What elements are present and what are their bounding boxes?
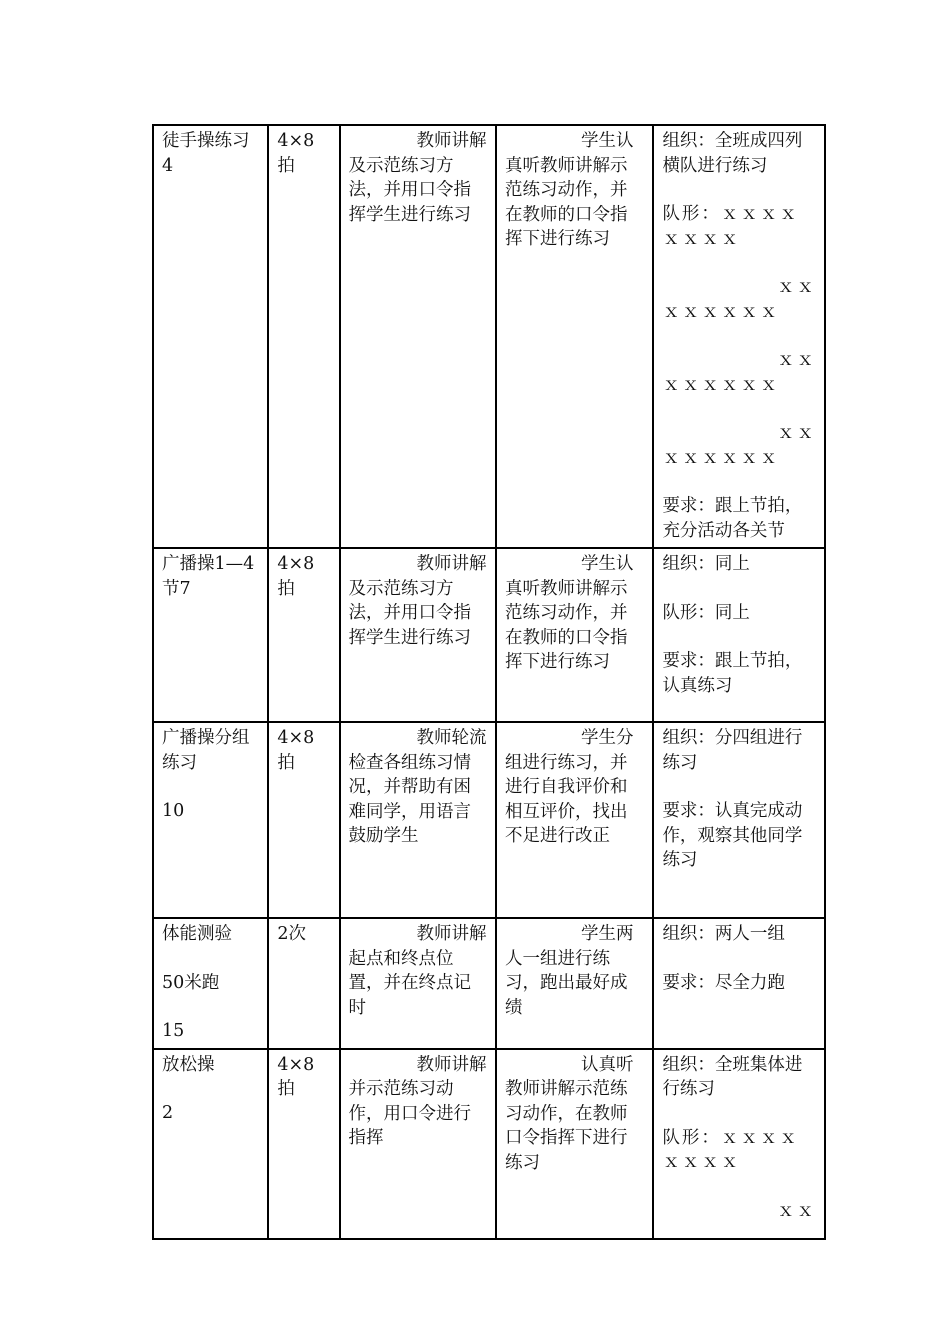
activity-cell: [153, 1049, 268, 1239]
time-cell: [268, 125, 339, 548]
teacher-activity: 教师轮流检查各组练习情况，并帮助有困难同学，用语言鼓励学生: [348, 728, 487, 846]
student-cell: [496, 125, 653, 548]
teacher-activity: 教师讲解及示范练习方法，并用口令指挥学生进行练习: [348, 131, 487, 225]
student-activity: 认真听教师讲解示范练习动作，在教师口令指挥下进行练习: [504, 1054, 634, 1173]
activity-minutes: 10: [162, 801, 185, 821]
requirement-text: 要求：跟上节拍，充分活动各关节: [662, 496, 803, 541]
teacher-cell: [340, 125, 496, 548]
lesson-plan-table: [152, 124, 826, 1240]
organization-text: 组织：全班集体进行练习: [662, 1054, 803, 1099]
time-value: 4×8拍: [277, 728, 315, 773]
formation-row: ｘｘ: [777, 423, 816, 443]
table-row: [153, 1049, 825, 1239]
student-activity: 学生分组进行练习，并进行自我评价和相互评价，找出不足进行改正: [504, 728, 634, 846]
formation-row: ｘｘ: [777, 1200, 816, 1221]
organization-cell: [653, 548, 825, 722]
time-cell: [268, 918, 339, 1049]
teacher-activity: 教师讲解及示范练习方法，并用口令指挥学生进行练习: [348, 554, 487, 648]
student-cell: [496, 1049, 653, 1239]
time-value: 4×8拍: [277, 554, 315, 599]
table-row: [153, 918, 825, 1049]
student-cell: [496, 918, 653, 1049]
formation-text: 队形：同上: [662, 602, 750, 623]
organization-text: 组织：全班成四列横队进行练习: [662, 131, 803, 176]
activity-name: 放松操: [162, 1054, 215, 1075]
activity-name: 广播操分组练习: [162, 728, 250, 773]
student-cell: [496, 548, 653, 722]
time-cell: [268, 1049, 339, 1239]
formation-row: ｘｘ: [777, 277, 816, 297]
formation-row: ｘｘ: [777, 350, 816, 370]
student-activity: 学生认真听教师讲解示范练习动作，并在教师的口令指挥下进行练习: [504, 131, 634, 249]
formation-row: ｘｘｘｘｘｘ: [662, 301, 780, 322]
activity-minutes: 4: [162, 155, 174, 176]
requirement-text: 要求：尽全力跑: [662, 972, 785, 993]
table-row: [153, 722, 825, 918]
student-cell: [496, 722, 653, 918]
organization-cell: [653, 722, 825, 918]
activity-name: 徒手操练习: [162, 131, 250, 151]
teacher-activity: 教师讲解并示范练习动作，用口令进行指挥: [348, 1054, 487, 1148]
time-value: 2次: [277, 924, 306, 944]
formation-text: 队形：ｘｘｘｘｘｘｘｘ: [662, 204, 799, 249]
activity-cell: [153, 918, 268, 1049]
organization-cell: [653, 1049, 825, 1239]
time-value: 4×8拍: [277, 1054, 315, 1099]
activity-minutes: 2: [162, 1103, 174, 1123]
table-row: [153, 125, 825, 548]
teacher-cell: [340, 722, 496, 918]
teacher-cell: [340, 1049, 496, 1239]
formation-text: 队形：ｘｘｘｘｘｘｘｘ: [662, 1127, 799, 1172]
activity-cell: [153, 125, 268, 548]
teacher-cell: [340, 548, 496, 722]
time-cell: [268, 548, 339, 722]
student-activity: 学生认真听教师讲解示范练习动作，并在教师的口令指挥下进行练习: [504, 554, 634, 672]
time-value: 4×8拍: [277, 131, 315, 176]
activity-cell: [153, 722, 268, 918]
organization-cell: [653, 125, 825, 548]
time-cell: [268, 722, 339, 918]
teacher-cell: [340, 918, 496, 1049]
organization-text: 组织：分四组进行练习: [662, 728, 803, 773]
activity-name: 体能测验: [162, 924, 232, 944]
activity-subname: 50米跑: [162, 972, 220, 993]
formation-row: ｘｘｘｘｘｘ: [662, 447, 780, 468]
formation-row: ｘｘｘｘｘｘ: [662, 374, 780, 395]
requirement-text: 要求：认真完成动作，观察其他同学练习: [662, 801, 803, 870]
organization-cell: [653, 918, 825, 1049]
requirement-text: 要求：跟上节拍，认真练习: [662, 651, 803, 696]
activity-name: 广播操1—4节7: [162, 554, 255, 599]
organization-text: 组织：两人一组: [662, 924, 785, 944]
table-row: [153, 548, 825, 722]
student-activity: 学生两人一组进行练习，跑出最好成绩: [504, 924, 634, 1018]
activity-minutes: 15: [162, 1021, 185, 1041]
activity-cell: [153, 548, 268, 722]
organization-text: 组织：同上: [662, 554, 750, 574]
teacher-activity: 教师讲解起点和终点位置，并在终点记时: [348, 924, 487, 1018]
